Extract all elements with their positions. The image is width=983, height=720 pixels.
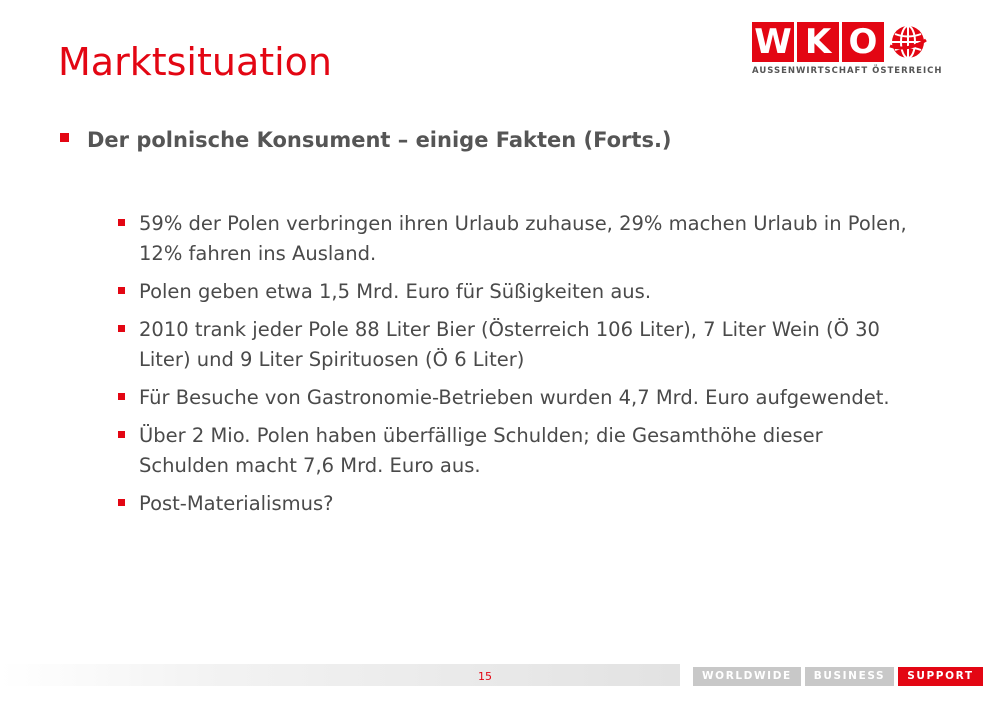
logo-letter-o: O	[842, 22, 884, 62]
sub-bullet-item	[118, 277, 918, 307]
logo-letter-boxes	[752, 22, 938, 62]
sub-bullet-item	[118, 421, 918, 481]
square-bullet-icon	[118, 431, 125, 438]
tagline-support: SUPPORT	[898, 667, 982, 686]
logo-subtitle: AUSSENWIRTSCHAFT ÖSTERREICH	[752, 66, 943, 76]
globe-icon	[887, 22, 929, 62]
logo-letter-k: K	[797, 22, 839, 62]
sub-bullet-item	[118, 489, 918, 519]
sub-bullet-text: Post-Materialismus?	[139, 492, 334, 515]
main-bullet-text: Der polnische Konsument – einige Fakten (Forts.)	[87, 128, 672, 152]
footer-tagline	[693, 667, 983, 686]
sub-bullet-text: Über 2 Mio. Polen haben überfällige Schulden; die Gesamthöhe dieser Schulden macht 7,6 Mrd. Euro aus.	[139, 424, 823, 477]
logo-letter-w: W	[752, 22, 794, 62]
sub-bullet-item	[118, 383, 918, 413]
square-bullet-icon	[60, 133, 69, 142]
main-bullet	[60, 128, 672, 152]
sub-bullet-text: 2010 trank jeder Pole 88 Liter Bier (Österreich 106 Liter), 7 Liter Wein (Ö 30 Liter) und 9 Liter Spirituosen (Ö 6 Liter)	[139, 318, 880, 371]
square-bullet-icon	[118, 393, 125, 400]
square-bullet-icon	[118, 499, 125, 506]
wko-logo	[752, 22, 943, 76]
sub-bullet-text: 59% der Polen verbringen ihren Urlaub zuhause, 29% machen Urlaub in Polen, 12% fahren ins Ausland.	[139, 212, 907, 265]
sub-bullet-text: Polen geben etwa 1,5 Mrd. Euro für Süßigkeiten aus.	[139, 280, 652, 303]
square-bullet-icon	[118, 325, 125, 332]
tagline-worldwide: WORLDWIDE	[693, 667, 801, 686]
sub-bullet-text: Für Besuche von Gastronomie-Betrieben wurden 4,7 Mrd. Euro aufgewendet.	[139, 386, 890, 409]
tagline-business: BUSINESS	[805, 667, 894, 686]
sub-bullet-item	[118, 315, 918, 375]
square-bullet-icon	[118, 287, 125, 294]
sub-bullet-item	[118, 209, 918, 269]
footer-bar	[0, 664, 680, 686]
square-bullet-icon	[118, 219, 125, 226]
sub-bullet-list	[118, 209, 918, 527]
slide-title: Marktsituation	[58, 40, 333, 84]
page-number: 15	[478, 670, 492, 683]
